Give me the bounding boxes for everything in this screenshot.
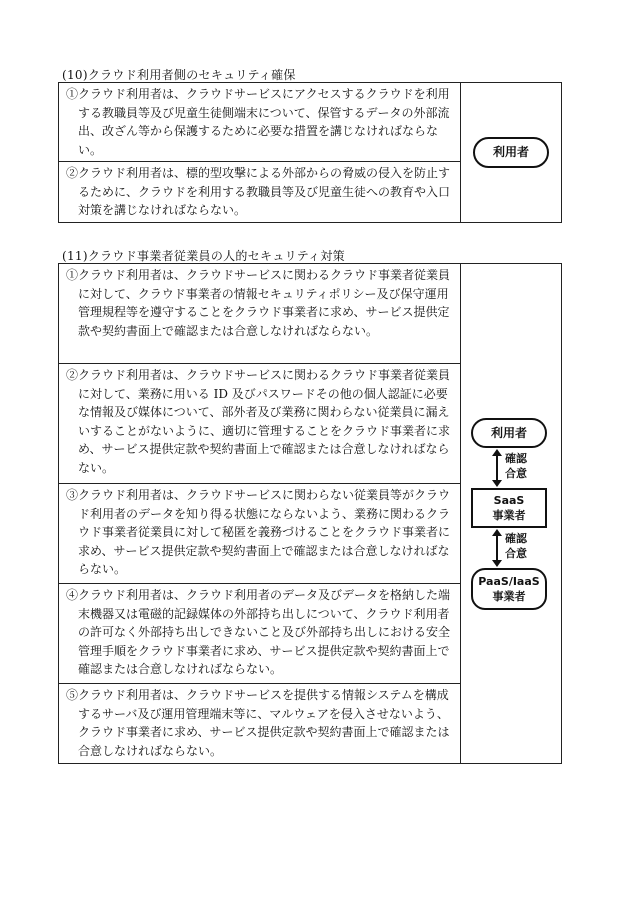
- section11-item-1-text: ①クラウド利用者は、クラウドサービスに関わるクラウド事業者従業員に対して、クラウド事業者の情報セキュリティポリシー及び保守運用管理規程等を遵守することをクラウド事業者に求め、サービス提供定款や契約書面上で確認または合意しなければならない。: [66, 268, 451, 338]
- section11-item-1: [59, 264, 461, 364]
- confirm-label-2: 確認: [505, 531, 527, 545]
- double-arrow-icon: [491, 528, 503, 568]
- section11-user-pill: 利用者: [471, 418, 547, 448]
- paas-iaas-provider-box: [471, 568, 547, 610]
- agree-label-1: 合意: [505, 466, 527, 480]
- section10-title: (10)クラウド利用者側のセキュリティ確保: [62, 68, 296, 82]
- saas-provider-label: 事業者: [492, 508, 526, 522]
- section11-diagram: [471, 418, 551, 610]
- double-arrow-icon: [491, 448, 503, 488]
- paas-iaas-provider-label: 事業者: [492, 589, 526, 603]
- section11-item-2: [59, 364, 461, 484]
- saas-label: SaaS: [493, 493, 525, 507]
- saas-provider-box: [471, 488, 547, 528]
- confirm-label-1: 確認: [505, 451, 527, 465]
- section10-item-2-text: ②クラウド利用者は、標的型攻撃による外部からの脅威の侵入を防止するために、クラウドを利用する教職員等及び児童生徒への教育や入口対策を講じなければならない。: [66, 166, 451, 217]
- section10-table: [58, 82, 562, 223]
- section11-item-4: [59, 584, 461, 684]
- section10-item-1-text: ①クラウド利用者は、クラウドサービスにアクセスするクラウドを利用する教職員等及び児童生徒側端末について、保管するデータの外部流出、改ざん等から保護するために必要な措置を講じなければならない。: [66, 87, 450, 157]
- section11-title: (11)クラウド事業者従業員の人的セキュリティ対策: [62, 249, 345, 263]
- section11-item-3-text: ③クラウド利用者は、クラウドサービスに関わらない従業員等がクラウド利用者のデータを知り得る状態にならないよう、業務に関わるクラウド事業者従業員に対して秘匿を義務づけることをクラウド事業者に求め、サービス提供定款や契約書面上で確認または合意しなければならない。: [66, 488, 451, 576]
- section11-item-5: [59, 684, 461, 764]
- section11-item-3: [59, 484, 461, 584]
- agree-label-2: 合意: [505, 546, 527, 560]
- section10-item-1: [59, 83, 461, 162]
- section10-user-pill: 利用者: [473, 137, 549, 168]
- confirm-arrow-2: [471, 528, 551, 568]
- confirm-arrow-1: [471, 448, 551, 488]
- section11-diagram-cell: [461, 264, 562, 764]
- section10-diagram-cell: [461, 83, 562, 223]
- section11-table: [58, 263, 562, 764]
- section10-item-2: [59, 162, 461, 223]
- paas-iaas-label: PaaS/IaaS: [478, 574, 540, 588]
- section11-item-5-text: ⑤クラウド利用者は、クラウドサービスを提供する情報システムを構成するサーバ及び運用管理端末等に、マルウェアを侵入させないよう、クラウド事業者に求め、サービス提供定款や契約書面上で確認または合意しなければならない。: [66, 688, 450, 758]
- section11-item-4-text: ④クラウド利用者は、クラウド利用者のデータ及びデータを格納した端末機器又は電磁的記録媒体の外部持ち出しについて、クラウド利用者の許可なく外部持ち出しできないこと及び外部持ち出しにおける安全管理手順をクラウド事業者に求め、サービス提供定款や契約書面上で確認または合意しなければならない。: [66, 588, 451, 676]
- section11-item-2-text: ②クラウド利用者は、クラウドサービスに関わるクラウド事業者従業員に対して、業務に用いる ID 及びパスワードその他の個人認証に必要な情報及び媒体について、部外者及び業務に関わらない従業員に漏えいすることがないように、適切に管理することをクラウド事業者に求め、サービス提供定款や契約書面上で確認または合意しなければならない。: [66, 368, 451, 475]
